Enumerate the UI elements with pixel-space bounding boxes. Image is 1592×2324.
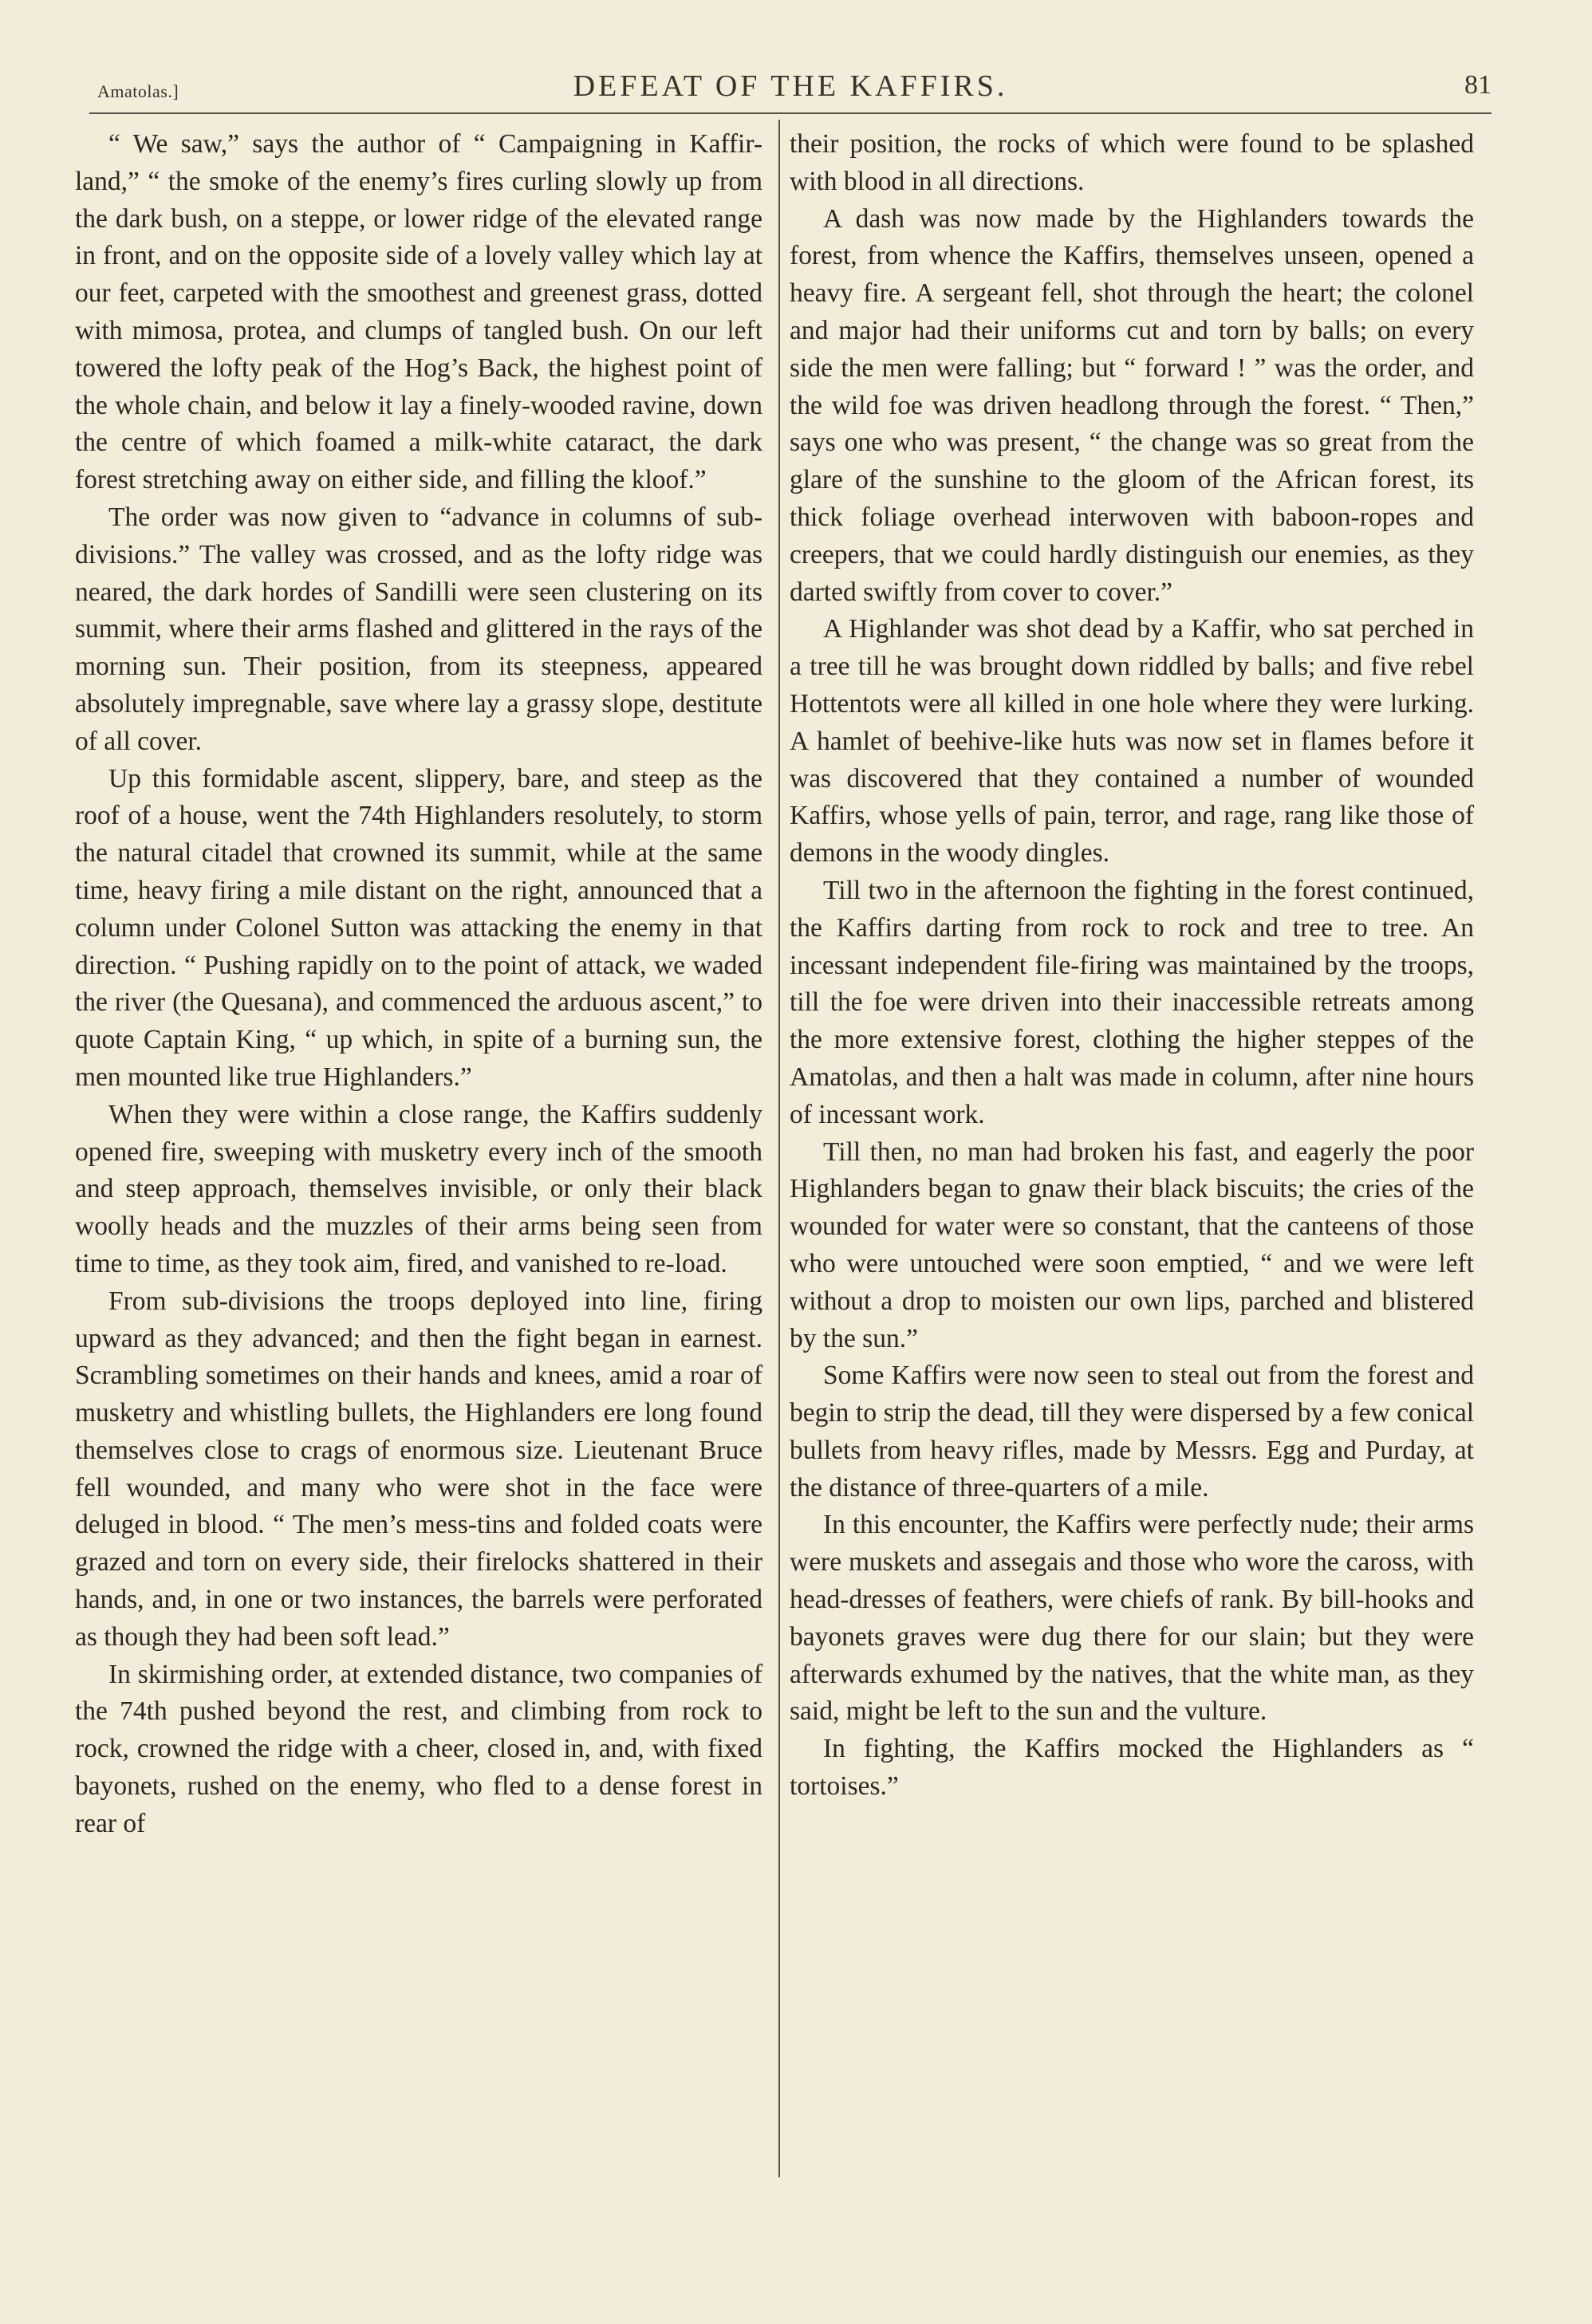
left-column	[75, 126, 763, 1843]
paragraph-continued: their position, the rocks of which were found to be splashed with blood in all directions.	[790, 129, 1474, 196]
paragraph: In skirmishing order, at extended distance, two companies of the 74th pushed beyond the rest, and climbing from rock to rock, crowned the ridge with a cheer, closed in, and, with fixed bayonets, rushed on the enemy, who fled to a dense forest in rear of	[75, 1659, 763, 1838]
paragraph: In fighting, the Kaffirs mocked the Highlanders as “ tortoises.”	[790, 1734, 1474, 1802]
header-rule	[89, 112, 1492, 114]
paragraph: A dash was now made by the Highlanders towards the forest, from whence the Kaffirs, themselves unseen, opened a heavy fire. A sergeant fell, shot through the heart; the colonel and major had their uniforms cut and torn by balls; on every side the men were falling; but “ forward ! ” was the order, and the wild foe was driven headlong through the forest. “ Then,” says one who was present, “ the change was so great from the glare of the sunshine to the gloom of the African forest, its thick foliage overhead interwoven with baboon-ropes and creepers, that we could hardly distinguish our enemies, as they darted swiftly from cover to cover.”	[790, 203, 1474, 607]
page-number: 81	[1464, 70, 1492, 100]
paragraph: “ We saw,” says the author of “ Campaigning in Kaffir-land,” “ the smoke of the enemy’s fires curling slowly up from the dark bush, on a steppe, or lower ridge of the elevated range in front, and on the opposite side of a lovely valley which lay at our feet, carpeted with the smoothest and greenest grass, dotted with mimosa, protea, and clumps of tangled bush. On our left towered the lofty peak of the Hog’s Back, the highest point of the whole chain, and below it lay a finely-wooded ravine, down the centre of which foamed a milk-white cataract, the dark forest stretching away on either side, and filling the kloof.”	[75, 129, 763, 495]
running-head-title: DEFEAT OF THE KAFFIRS.	[573, 69, 1008, 103]
paragraph: Some Kaffirs were now seen to steal out from the forest and begin to strip the dead, till they were dispersed by a few conical bullets from heavy rifles, made by Messrs. Egg and Purday, at the distance of three-quarters of a mile.	[790, 1361, 1474, 1503]
paragraph: Till two in the afternoon the fighting in the forest continued, the Kaffirs darting from rock to rock and tree to tree. An incessant independent file-firing was maintained by the troops, till the foe were driven into their inaccessible retreats among the more extensive forest, clothing the higher steppes of the Amatolas, and then a halt was made in column, after nine hours of incessant work.	[790, 875, 1474, 1129]
right-column	[790, 126, 1474, 1806]
paragraph: In this encounter, the Kaffirs were perfectly nude; their arms were muskets and assegais and those who wore the caross, with head-dresses of feathers, were chiefs of rank. By bill-hooks and bayonets graves were dug there for our slain; but they were afterwards exhumed by the natives, that the white man, as they said, might be left to the sun and the vulture.	[790, 1510, 1474, 1727]
paragraph: Till then, no man had broken his fast, and eagerly the poor Highlanders began to gnaw their black biscuits; the cries of the wounded for water were so constant, that the canteens of those who were untouched were soon emptied, “ and we were left without a drop to moisten our own lips, parched and blistered by the sun.”	[790, 1136, 1474, 1353]
running-head-section: Amatolas.]	[97, 81, 179, 101]
paragraph: When they were within a close range, the Kaffirs suddenly opened fire, sweeping with musketry every inch of the smooth and steep approach, themselves invisible, or only their black woolly heads and the muzzles of their arms being seen from time to time, as they took aim, fired, and vanished to re-load.	[75, 1099, 763, 1278]
paragraph: The order was now given to “advance in columns of sub-divisions.” The valley was crossed, and as the lofty ridge was neared, the dark hordes of Sandilli were seen clustering on its summit, where their arms flashed and glittered in the rays of the morning sun. Their position, from its steepness, appeared absolutely impregnable, save where lay a grassy slope, destitute of all cover.	[75, 502, 763, 756]
paragraph: Up this formidable ascent, slippery, bare, and steep as the roof of a house, went the 74th Highlanders resolutely, to storm the natural citadel that crowned its summit, while at the same time, heavy firing a mile distant on the right, announced that a column under Colonel Sutton was attacking the enemy in that direction. “ Pushing rapidly on to the point of attack, we waded the river (the Quesana), and commenced the arduous ascent,” to quote Captain King, “ up which, in spite of a burning sun, the men mounted like true Highlanders.”	[75, 763, 763, 1092]
paragraph: A Highlander was shot dead by a Kaffir, who sat perched in a tree till he was brought down riddled by balls; and five rebel Hottentots were all killed in one hole where they were lurking. A hamlet of beehive-like huts was now set in flames before it was discovered that they contained a number of wounded Kaffirs, whose yells of pain, terror, and rage, rang like those of demons in the woody dingles.	[790, 614, 1474, 869]
paragraph: From sub-divisions the troops deployed into line, firing upward as they advanced; and then the fight began in earnest. Scrambling sometimes on their hands and knees, amid a roar of musketry and whistling bullets, the Highlanders ere long found themselves close to crags of enormous size. Lieutenant Bruce fell wounded, and many who were shot in the face were deluged in blood. “ The men’s mess-tins and folded coats were grazed and torn on every side, their firelocks shattered in their hands, and, in one or two instances, the barrels were perforated as though they had been soft lead.”	[75, 1286, 763, 1652]
page-header	[89, 65, 1492, 113]
column-divider	[778, 120, 780, 2177]
